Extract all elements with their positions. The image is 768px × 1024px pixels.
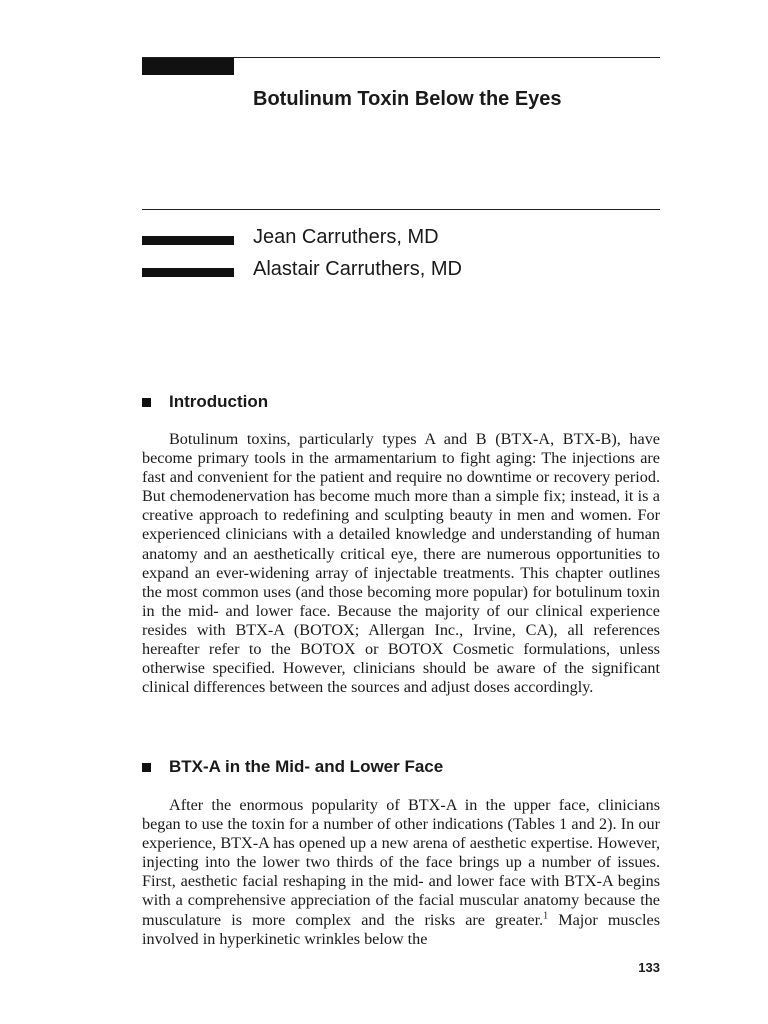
paragraph-text: After the enormous popularity of BTX-A in the upper face, clinicians began to use the toxin for a number of other indications (Tables 1 and 2). In our experience, BTX-A has opened up a new arena of aesthetic expertise. However, injecting into the lower two thirds of the face brings up a number of issues. First, aesthetic facial reshaping in the mid- and lower face with BTX-A begins with a comprehensive appreciation of the facial muscular anatomy because the musculature is more complex and the risks are greater. <box>142 796 660 929</box>
author-name: Alastair Carruthers, MD <box>253 258 462 280</box>
paragraph-text: Major muscles involved in hyperkinetic wrinkles below the <box>142 910 660 948</box>
footnote-reference[interactable]: 1 <box>543 910 549 922</box>
section-heading-btx-a <box>142 757 443 777</box>
bullet-square-icon <box>142 763 151 772</box>
section-heading-text: Introduction <box>169 392 269 411</box>
author-bar-2 <box>142 268 234 277</box>
introduction-paragraph: Botulinum toxins, particularly types A and B (BTX-A, BTX-B), have become primary tools in the armamentarium to fight aging: The injections are fast and convenient for the patient and require no downtime or recovery period. But chemodenervation has become much more than a simple fix; instead, it is a creative approach to redefining and sculpting beauty in men and women. For experienced clinicians with a detailed knowledge and understanding of human anatomy and an aesthetically critical eye, there are numerous opportunities to expand an ever-widening array of injectable treatments. This chapter outlines the most common uses (and those becoming more popular) for botulinum toxin in the mid- and lower face. Because the majority of our clinical experience resides with BTX-A (BOTOX; Allergan Inc., Irvine, CA), all references hereafter refer to the BOTOX or BOTOX Cosmetic formulations, unless otherwise specified. However, clinicians should be aware of the significant clinical differences between the sources and adjust doses accordingly. <box>142 430 660 697</box>
author-bar-1 <box>142 236 234 245</box>
page-number: 133 <box>638 960 660 975</box>
chapter-tab-marker <box>142 58 234 75</box>
author-rule <box>142 209 660 210</box>
chapter-title: Botulinum Toxin Below the Eyes <box>253 88 562 110</box>
author-name: Jean Carruthers, MD <box>253 226 439 248</box>
btx-a-paragraph <box>142 796 660 949</box>
section-heading-text: BTX-A in the Mid- and Lower Face <box>169 757 444 776</box>
bullet-square-icon <box>142 398 151 407</box>
section-heading-introduction <box>142 392 268 412</box>
